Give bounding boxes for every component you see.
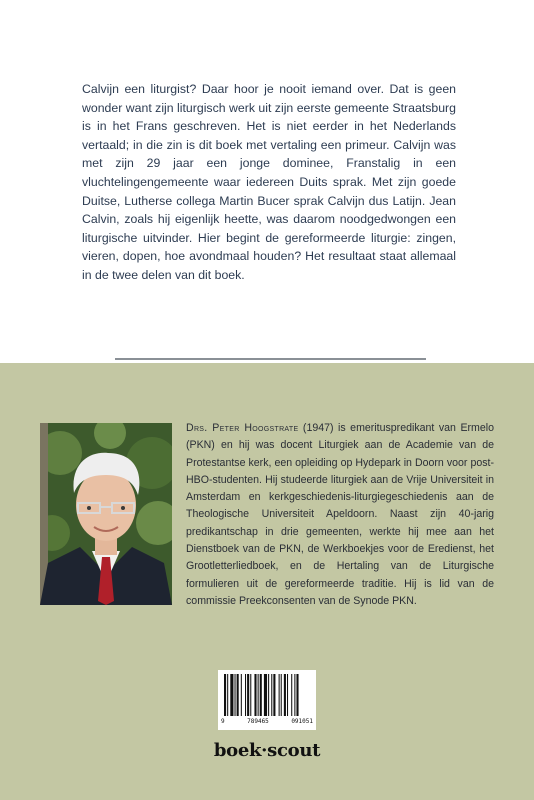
barcode-bar	[237, 674, 239, 716]
blurb-text: Calvijn een liturgist? Daar hoor je nooit iemand over. Dat is geen wonder want zijn liturgisch werk uit zijn eerste gemeente Straatsburg is in het Frans geschreven. Het is niet eerder in het Nederlands vertaald; in die zin is dit boek met vertaling een primeur. Calvijn was met zijn 29 jaar een jonge dominee, Franstalig in een vluchtelingengemeente waar iedereen Duits sprak. Met zijn goede Duitse, Lutherse collega Martin Bucer sprak Calvijn dus Latijn. Jean Calvin, zoals hij eigenlijk heette, was daarom noodgedwongen een liturgische uitvinder. Hier begint de gereformeerde liturgie: zingen, vieren, dopen, hoe avondmaal houden? Het resultaat staat allemaal in de twee delen van dit boek.	[82, 82, 456, 282]
barcode-bar	[296, 674, 298, 716]
barcode-bar	[287, 674, 288, 716]
isbn-digit-prefix: 9	[221, 718, 225, 725]
barcode-bar	[284, 674, 286, 716]
barcode-bar	[281, 674, 282, 716]
publisher-logo-part2: scout	[267, 740, 321, 761]
barcode-bar	[294, 674, 295, 716]
publisher-logo-dot: ·	[261, 740, 268, 761]
author-portrait-illustration	[40, 423, 172, 605]
author-bio-text: (1947) is emerituspredikant van Ermelo (PKN) en hij was docent Liturgiek aan de Academie van de Protestantse kerk, een opleiding op Hydepark in Doorn voor post-HBO-studenten. Hij studeerde liturgiek aan de Vrije Universiteit in Amsterdam en kerkgeschiedenis-liturgiegeschiedenis aan de Theologische Universiteit Apeldoorn. Naast zijn 40-jarig predikantschap in drie gemeenten, werkte hij mee aan het Dienstboek van de PKN, de Werkboekjes voor de Eredienst, het Grootletterliedboek, en de Hertaling van de Liturgische formulieren uit de gereformeerde traditie. Hij is lid van de commissie Preekconsenten van de Synode PKN.	[186, 422, 494, 607]
barcode-bar	[230, 674, 233, 716]
barcode-bar	[254, 674, 256, 716]
barcode-bar	[258, 674, 259, 716]
isbn-digits	[218, 718, 316, 725]
barcode-bar	[247, 674, 249, 716]
publisher-logo	[210, 740, 324, 761]
barcode-bar	[268, 674, 269, 716]
barcode-bar	[273, 674, 275, 716]
barcode-bars	[218, 670, 316, 718]
barcode-bar	[227, 674, 228, 716]
barcode-bar	[264, 674, 267, 716]
isbn-barcode	[218, 670, 316, 730]
isbn-digits-left: 789465	[247, 718, 269, 725]
author-name: Drs. Peter Hoogstrate	[186, 422, 299, 434]
barcode-bar	[224, 674, 226, 716]
isbn-digits-right: 091051	[291, 718, 313, 725]
divider-line	[115, 358, 426, 360]
barcode-bar	[250, 674, 251, 716]
publisher-logo-part1: boek	[213, 740, 262, 761]
barcode-bar	[245, 674, 246, 716]
barcode-bar	[291, 674, 292, 716]
barcode-bar	[271, 674, 272, 716]
author-photo	[40, 423, 172, 605]
barcode-bar	[279, 674, 280, 716]
barcode-bar	[235, 674, 236, 716]
author-bio	[186, 420, 494, 610]
barcode-bar	[241, 674, 242, 716]
barcode-bar	[260, 674, 262, 716]
